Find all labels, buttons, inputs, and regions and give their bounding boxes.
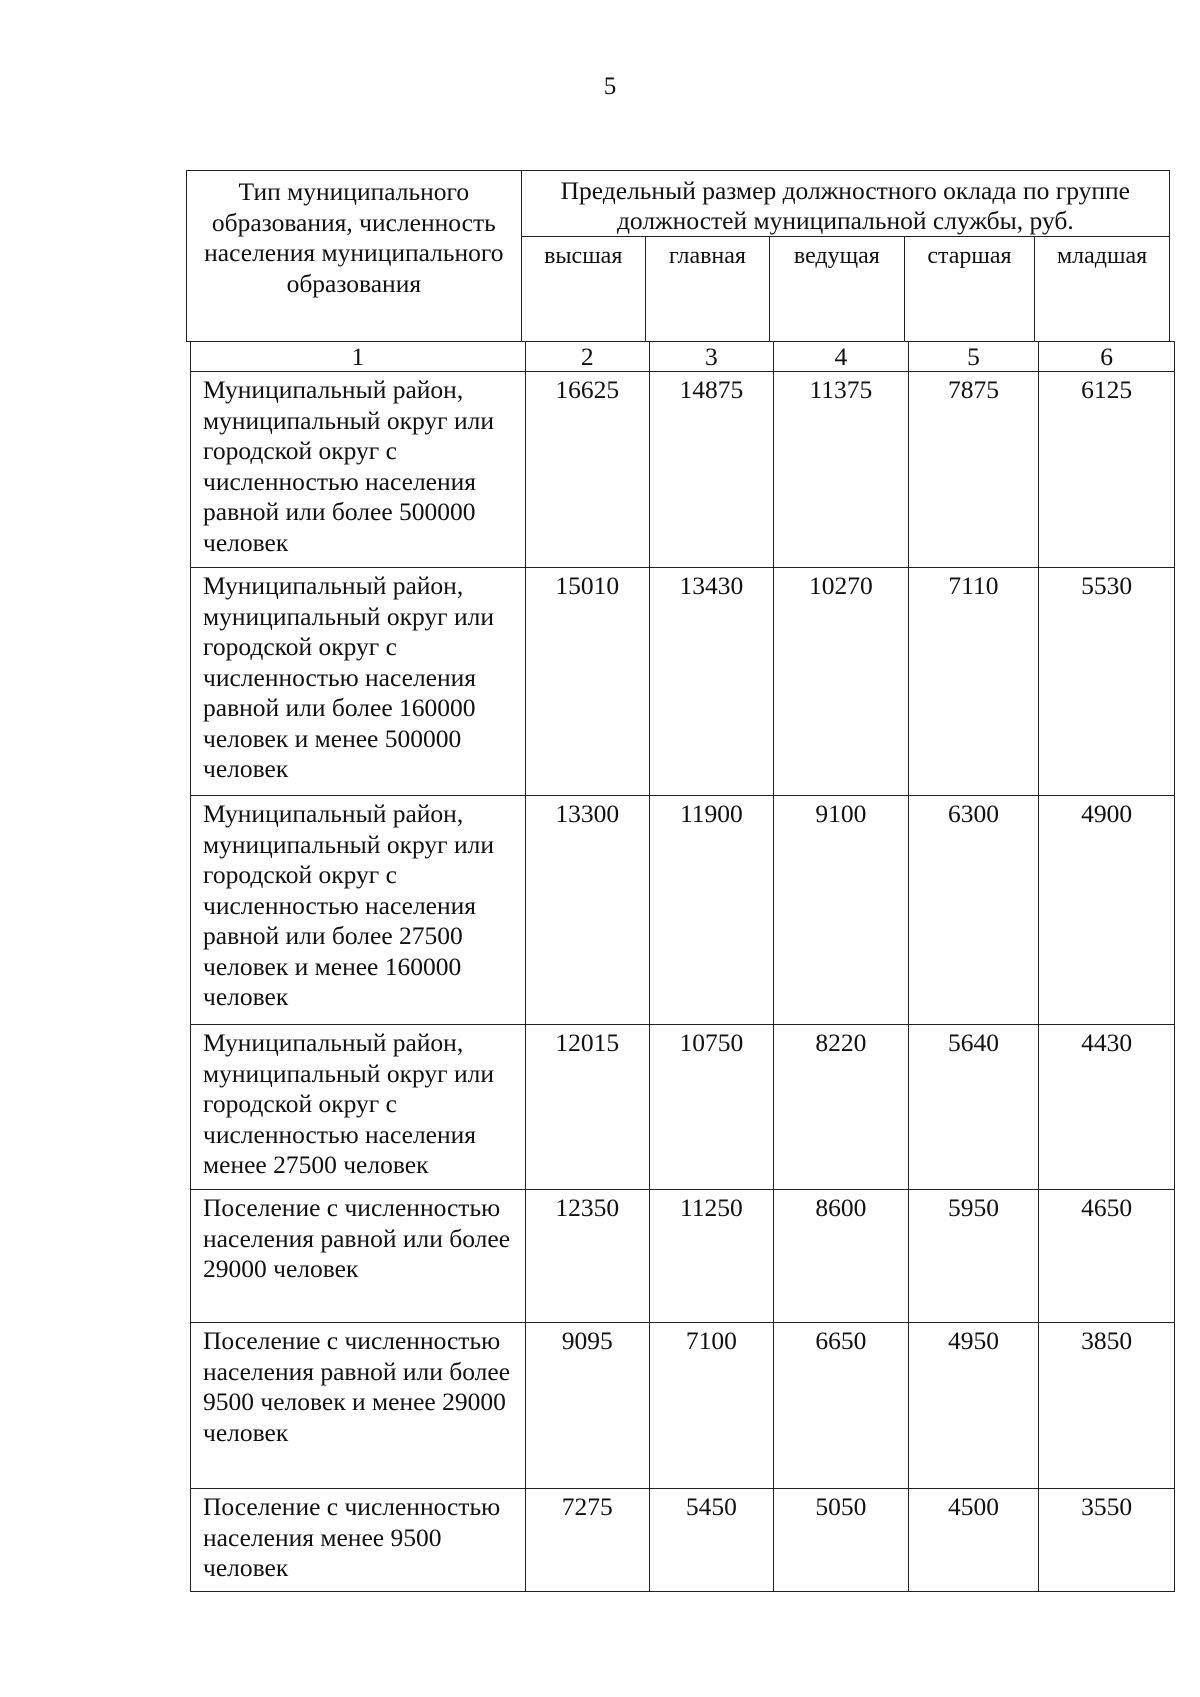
salary-junior: 3550	[1039, 1489, 1175, 1592]
salary-highest: 16625	[525, 372, 649, 568]
municipality-type: Муниципальный район, муниципальный округ или городской округ с численностью населения равной или более 160000 человек и менее 500000 человек	[191, 568, 526, 796]
table-header	[186, 170, 1170, 342]
salary-junior: 4900	[1039, 796, 1175, 1025]
table-row	[191, 372, 1175, 568]
header-group-senior: старшая	[904, 237, 1034, 342]
salary-senior: 4950	[908, 1323, 1038, 1489]
salary-main: 11900	[649, 796, 773, 1025]
table-row	[191, 1190, 1175, 1323]
salary-junior: 4650	[1039, 1190, 1175, 1323]
salary-table	[190, 341, 1175, 1592]
municipality-type: Поселение с численностью населения равной или более 29000 человек	[191, 1190, 526, 1323]
salary-senior: 4500	[908, 1489, 1038, 1592]
salary-leading: 8600	[774, 1190, 909, 1323]
salary-highest: 13300	[525, 796, 649, 1025]
salary-senior: 7110	[908, 568, 1038, 796]
salary-main: 5450	[649, 1489, 773, 1592]
salary-junior: 6125	[1039, 372, 1175, 568]
salary-main: 13430	[649, 568, 773, 796]
municipality-type: Поселение с численностью населения равной или более 9500 человек и менее 29000 человек	[191, 1323, 526, 1489]
column-number: 3	[649, 342, 773, 372]
table-row	[191, 1025, 1175, 1190]
salary-senior: 5950	[908, 1190, 1038, 1323]
column-number-row	[191, 342, 1175, 372]
header-type-column: Тип муниципального образования, численность населения муниципального образования	[187, 171, 522, 342]
municipality-type: Муниципальный район, муниципальный округ или городской округ с численностью населения равной или более 27500 человек и менее 160000 человек	[191, 796, 526, 1025]
salary-senior: 6300	[908, 796, 1038, 1025]
table-row	[191, 568, 1175, 796]
header-salary-limit: Предельный размер должностного оклада по группе должностей муниципальной службы, руб.	[521, 171, 1169, 237]
salary-main: 14875	[649, 372, 773, 568]
table-row	[191, 1323, 1175, 1489]
column-number: 4	[774, 342, 909, 372]
salary-senior: 7875	[908, 372, 1038, 568]
column-number: 5	[908, 342, 1038, 372]
page-number: 5	[603, 73, 617, 100]
salary-leading: 8220	[774, 1025, 909, 1190]
salary-highest: 12015	[525, 1025, 649, 1190]
salary-main: 10750	[649, 1025, 773, 1190]
salary-highest: 7275	[525, 1489, 649, 1592]
column-number: 6	[1039, 342, 1175, 372]
municipality-type: Муниципальный район, муниципальный округ или городской округ с численностью населения равной или более 500000 человек	[191, 372, 526, 568]
salary-junior: 3850	[1039, 1323, 1175, 1489]
salary-highest: 12350	[525, 1190, 649, 1323]
salary-junior: 5530	[1039, 568, 1175, 796]
salary-highest: 9095	[525, 1323, 649, 1489]
salary-leading: 5050	[774, 1489, 909, 1592]
column-number: 1	[191, 342, 526, 372]
column-number: 2	[525, 342, 649, 372]
header-group-highest: высшая	[521, 237, 645, 342]
salary-leading: 11375	[774, 372, 909, 568]
table-row	[191, 796, 1175, 1025]
municipality-type: Поселение с численностью населения менее 9500 человек	[191, 1489, 526, 1592]
header-group-leading: ведущая	[770, 237, 905, 342]
header-group-main: главная	[645, 237, 769, 342]
salary-highest: 15010	[525, 568, 649, 796]
salary-senior: 5640	[908, 1025, 1038, 1190]
salary-main: 11250	[649, 1190, 773, 1323]
salary-junior: 4430	[1039, 1025, 1175, 1190]
table-row	[191, 1489, 1175, 1592]
salary-leading: 9100	[774, 796, 909, 1025]
salary-main: 7100	[649, 1323, 773, 1489]
municipality-type: Муниципальный район, муниципальный округ или городской округ с численностью населения менее 27500 человек	[191, 1025, 526, 1190]
header-group-junior: младшая	[1035, 237, 1170, 342]
salary-leading: 10270	[774, 568, 909, 796]
salary-leading: 6650	[774, 1323, 909, 1489]
